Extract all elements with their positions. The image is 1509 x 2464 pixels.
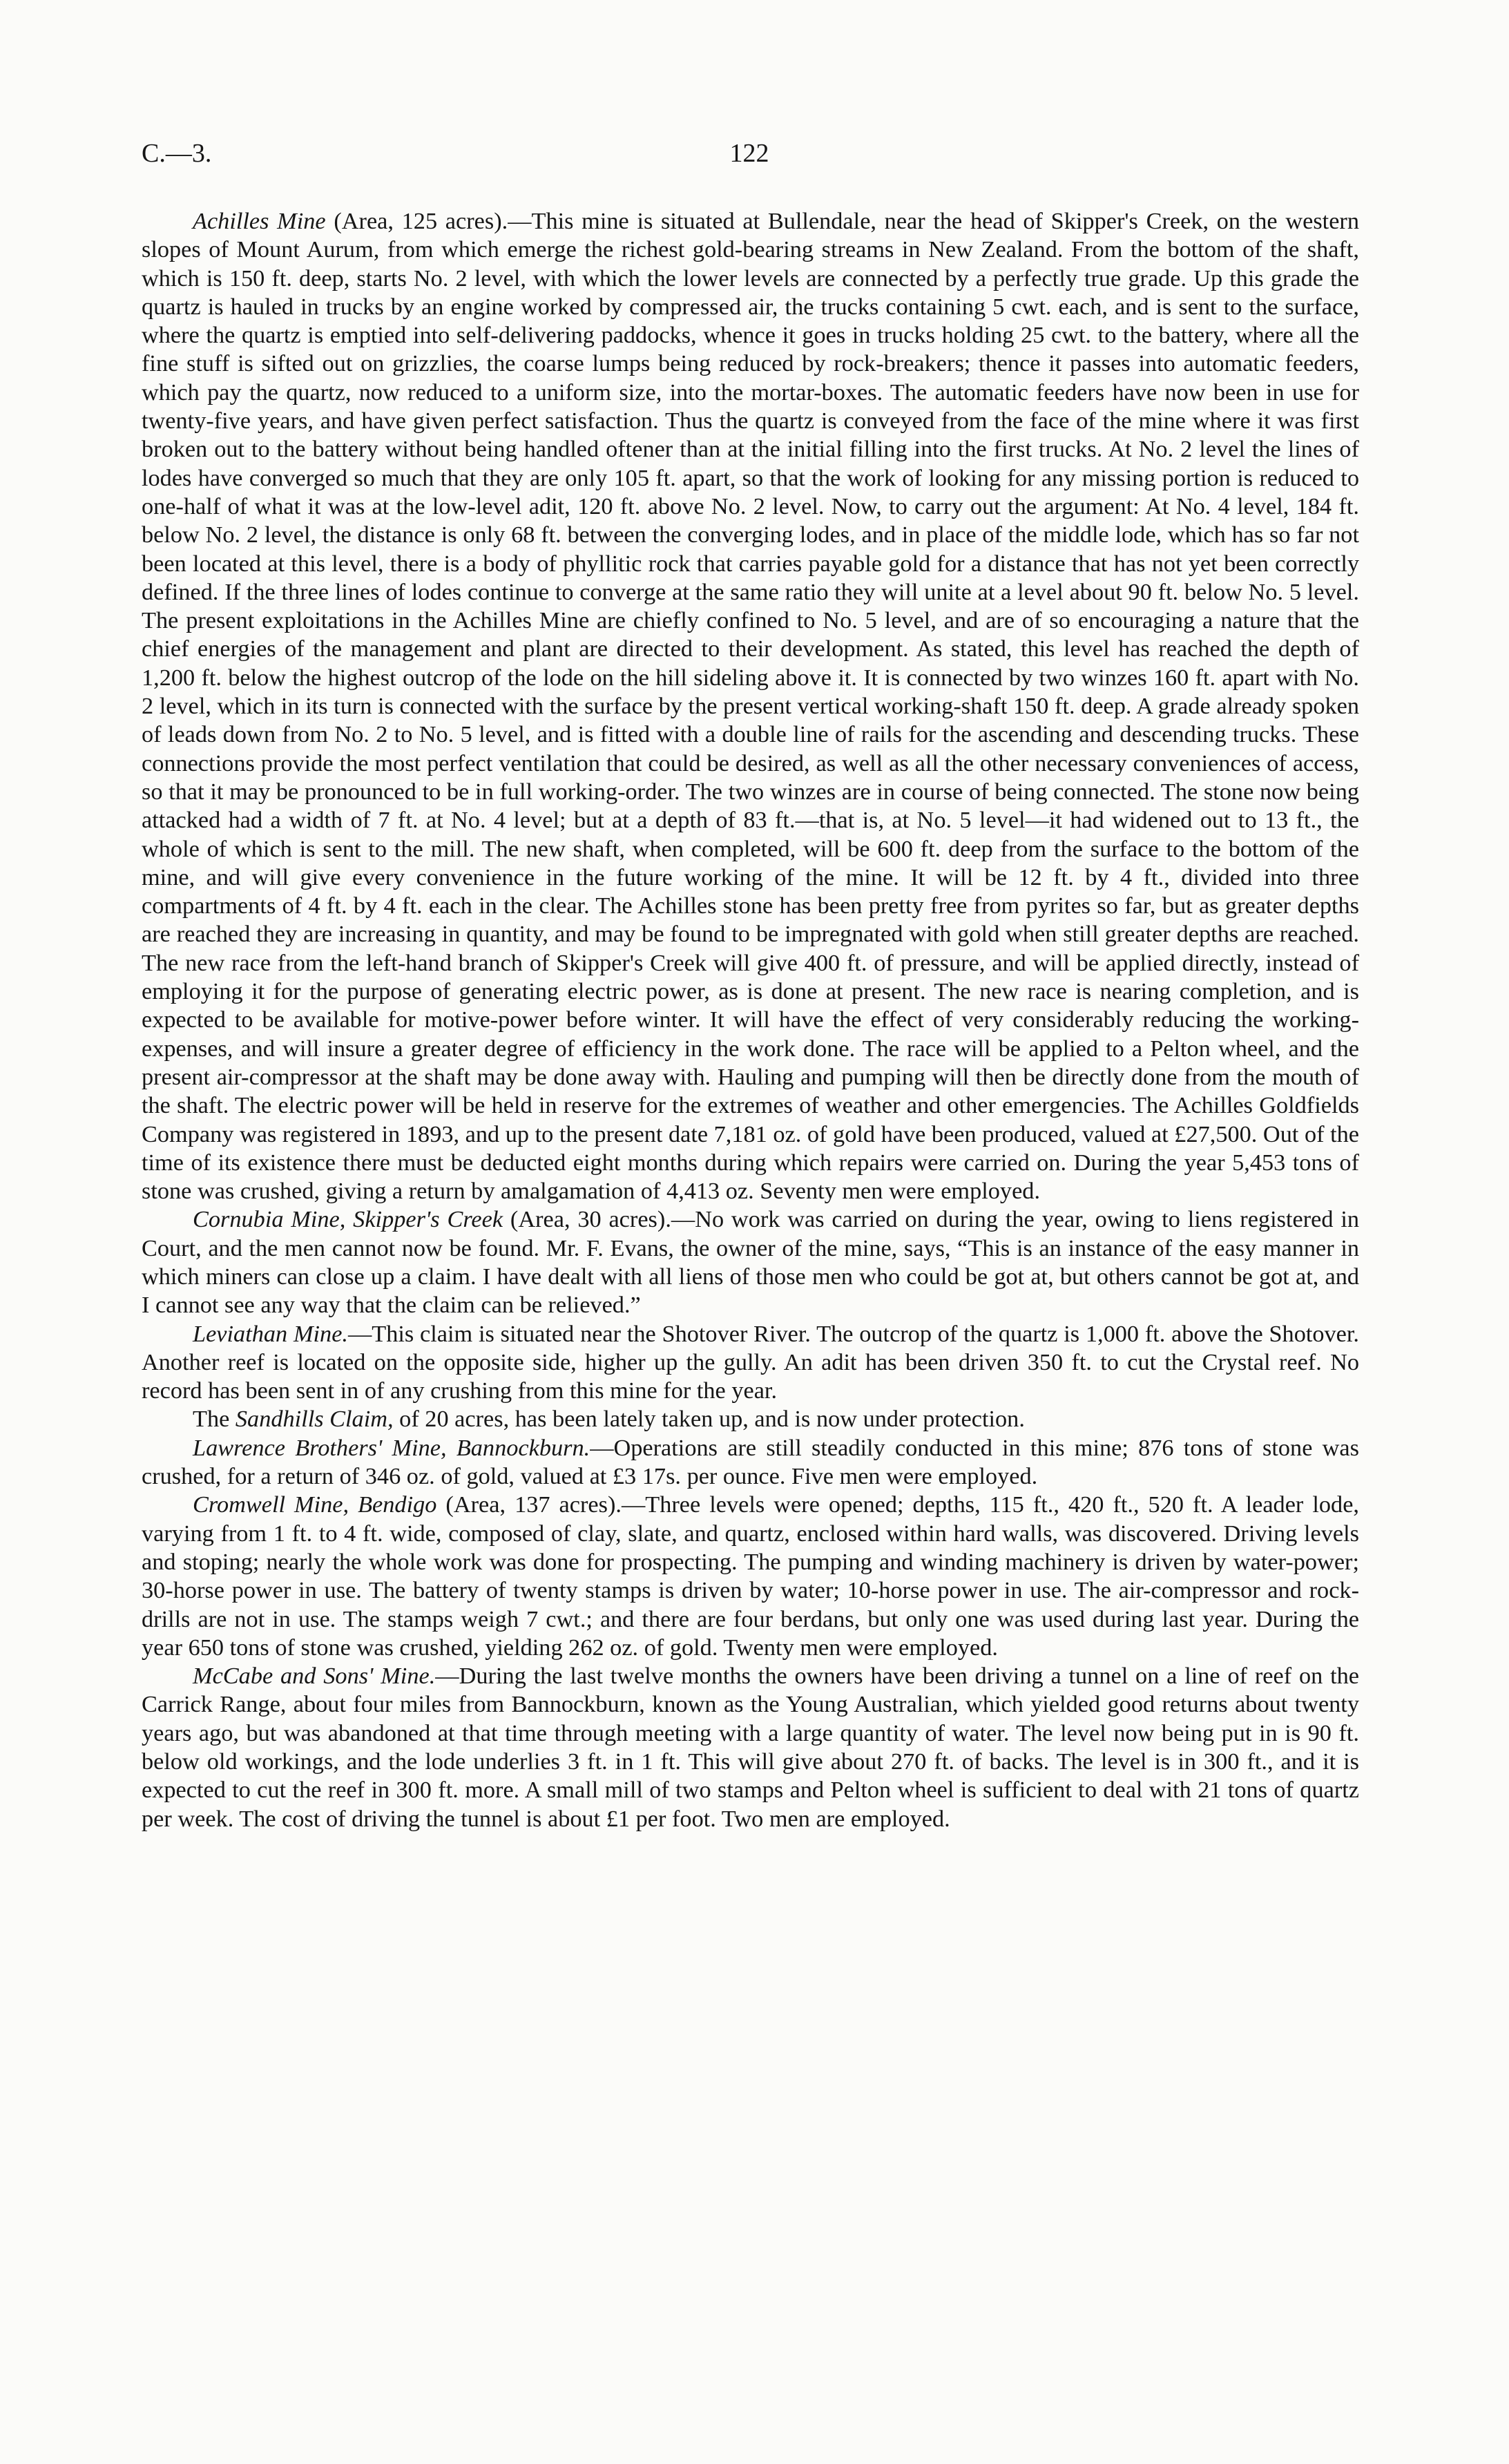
document-code: C.—3. [142, 139, 212, 168]
paragraph-mccabe-mine [142, 1662, 1359, 1833]
page-number: 122 [729, 139, 769, 168]
paragraph-lead: The [193, 1406, 236, 1433]
paragraph-text: (Area, 125 acres).—This mine is situated at Bullendale, near the head of Skipper's Creek, on the western slopes of Mount Aurum, from which emerge the richest gold-bearing streams in New Zealand. From the bottom of the shaft, which is 150 ft. deep, starts No. 2 level, with which the lower levels are connected by a perfectly true grade. Up this grade the quartz is hauled in trucks by an engine worked by compressed air, the trucks containing 5 cwt. each, and is sent to the surface, where the quartz is emptied into self-delivering paddocks, whence it goes in trucks holding 25 cwt. to the battery, where all the fine stuff is sifted out on grizzlies, the coarse lumps being reduced by rock-breakers; thence it passes into automatic feeders, which pay the quartz, now reduced to a uniform size, into the mortar-boxes. The automatic feeders have now been in use for twenty-five years, and have given perfect satisfaction. Thus the quartz is conveyed from the face of the mine where it was first broken out to the battery without being handled oftener than at the initial filling into the first trucks. At No. 2 level the lines of lodes have converged so much that they are only 105 ft. apart, so that the work of looking for any missing portion is reduced to one-half of what it was at the low-level adit, 120 ft. above No. 2 level. Now, to carry out the argument: At No. 4 level, 184 ft. below No. 2 level, the distance is only 68 ft. between the converging lodes, and in place of the middle lode, which has so far not been located at this level, there is a body of phyllitic rock that carries payable gold for a distance that has not yet been correctly defined. If the three lines of lodes continue to converge at the same ratio they will unite at a level about 90 ft. below No. 5 level. The present exploitations in the Achilles Mine are chiefly confined to No. 5 level, and are of so encouraging a nature that the chief energies of the management and plant are directed to their development. As stated, this level has reached the depth of 1,200 ft. below the highest outcrop of the lode on the hill sideling above it. It is connected by two winzes 160 ft. apart with No. 2 level, which in its turn is connected with the surface by the present vertical working-shaft 150 ft. deep. A grade already spoken of leads down from No. 2 to No. 5 level, and is fitted with a double line of rails for the ascending and descending trucks. These connections provide the most perfect ventilation that could be desired, as well as all the other necessary conveniences of access, so that it may be pronounced to be in full working-order. The two winzes are in course of being connected. The stone now being attacked had a width of 7 ft. at No. 4 level; but at a depth of 83 ft.—that is, at No. 5 level—it had widened out to 13 ft., the whole of which is sent to the mill. The new shaft, when completed, will be 600 ft. deep from the surface to the bottom of the mine, and will give every convenience in the future working of the mine. It will be 12 ft. by 4 ft., divided into three compartments of 4 ft. by 4 ft. each in the clear. The Achilles stone has been pretty free from pyrites so far, but as greater depths are reached they are increasing in quantity, and may be found to be impregnated with gold when still greater depths are reached. The new race from the left-hand branch of Skipper's Creek will give 400 ft. of pressure, and will be applied directly, instead of employing it for the purpose of generating electric power, as is done at present. The new race is nearing completion, and is expected to be available for motive-power before winter. It will have the effect of very considerably reducing the working-expenses, and will insure a greater degree of efficiency in the work done. The race will be applied to a Pelton wheel, and the present air-compressor at the shaft may be done away with. Hauling and pumping will then be directly done from the mouth of the shaft. The electric power will be held in reserve for the extremes of weather and other emergencies. The Achilles Goldfields Company was registered in 1893, and up to the present date 7,181 oz. of gold have been produced, valued at £27,500. Out of the time of its existence there must be deducted eight months during which repairs were carried on. During the year 5,453 tons of stone was crushed, giving a return by amalgamation of 4,413 oz. Seventy men were employed. [142, 208, 1359, 1205]
body-text [142, 207, 1359, 1833]
paragraph-lawrence-brothers-mine [142, 1434, 1359, 1491]
mine-title: McCabe and Sons' Mine. [193, 1663, 436, 1690]
paragraph-sandhills-claim [142, 1405, 1359, 1433]
paragraph-text: —During the last twelve months the owners have been driving a tunnel on a line of reef on the Carrick Range, about four miles from Bannockburn, known as the Young Australian, which yielded good returns about twenty years ago, but was abandoned at that time through meeting with a large quantity of water. The level now being put in is 90 ft. below old workings, and the lode underlies 3 ft. in 1 ft. This will give about 270 ft. of backs. The level is in 300 ft., and it is expected to cut the reef in 300 ft. more. A small mill of two stamps and Pelton wheel is sufficient to deal with 21 tons of quartz per week. The cost of driving the tunnel is about £1 per foot. Two men are employed. [142, 1663, 1359, 1832]
paragraph-text: (Area, 30 acres).—No work was carried on during the year, owing to liens registered in Court, and the men cannot now be found. Mr. F. Evans, the owner of the mine, says, “This is an instance of the easy manner in which miners can close up a claim. I have dealt with all liens of those men who could be got at, but others cannot be got at, and I cannot see any way that the claim can be relieved.” [142, 1206, 1359, 1319]
paragraph-text: of 20 acres, has been lately taken up, and is now under protection. [393, 1406, 1025, 1433]
paragraph-cornubia-mine [142, 1205, 1359, 1319]
paragraph-text: —This claim is situated near the Shotover River. The outcrop of the quartz is 1,000 ft. above the Shotover. Another reef is located on the opposite side, higher up the gully. An adit has been driven 350 ft. to cut the Crystal reef. No record has been sent in of any crushing from this mine for the year. [142, 1320, 1359, 1404]
paragraph-text: —Operations are still steadily conducted in this mine; 876 tons of stone was crushed, for a return of 346 oz. of gold, valued at £3 17s. per ounce. Five men were employed. [142, 1434, 1359, 1490]
paragraph-achilles-mine [142, 207, 1359, 1205]
mine-title: Lawrence Brothers' Mine, Bannockburn. [193, 1434, 590, 1461]
paragraph-leviathan-mine [142, 1320, 1359, 1406]
mine-title: Cromwell Mine, Bendigo [193, 1491, 437, 1518]
mine-title: Sandhills Claim, [235, 1406, 394, 1433]
page-header [142, 138, 1357, 180]
mine-title: Leviathan Mine. [193, 1320, 348, 1347]
paragraph-text: (Area, 137 acres).—Three levels were opened; depths, 115 ft., 420 ft., 520 ft. A leader lode, varying from 1 ft. to 4 ft. wide, composed of clay, slate, and quartz, enclosed within hard walls, was discovered. Driving levels and stoping; nearly the whole work was done for prospecting. The pumping and winding machinery is driven by water-power; 30-horse power in use. The battery of twenty stamps is driven by water; 10-horse power in use. The air-compressor and rock-drills are not in use. The stamps weigh 7 cwt.; and there are four berdans, but only one was used during last year. During the year 650 tons of stone was crushed, yielding 262 oz. of gold. Twenty men were employed. [142, 1491, 1359, 1661]
mine-title: Achilles Mine [193, 208, 326, 234]
mine-title: Cornubia Mine, Skipper's Creek [193, 1206, 503, 1233]
paragraph-cromwell-mine [142, 1491, 1359, 1662]
